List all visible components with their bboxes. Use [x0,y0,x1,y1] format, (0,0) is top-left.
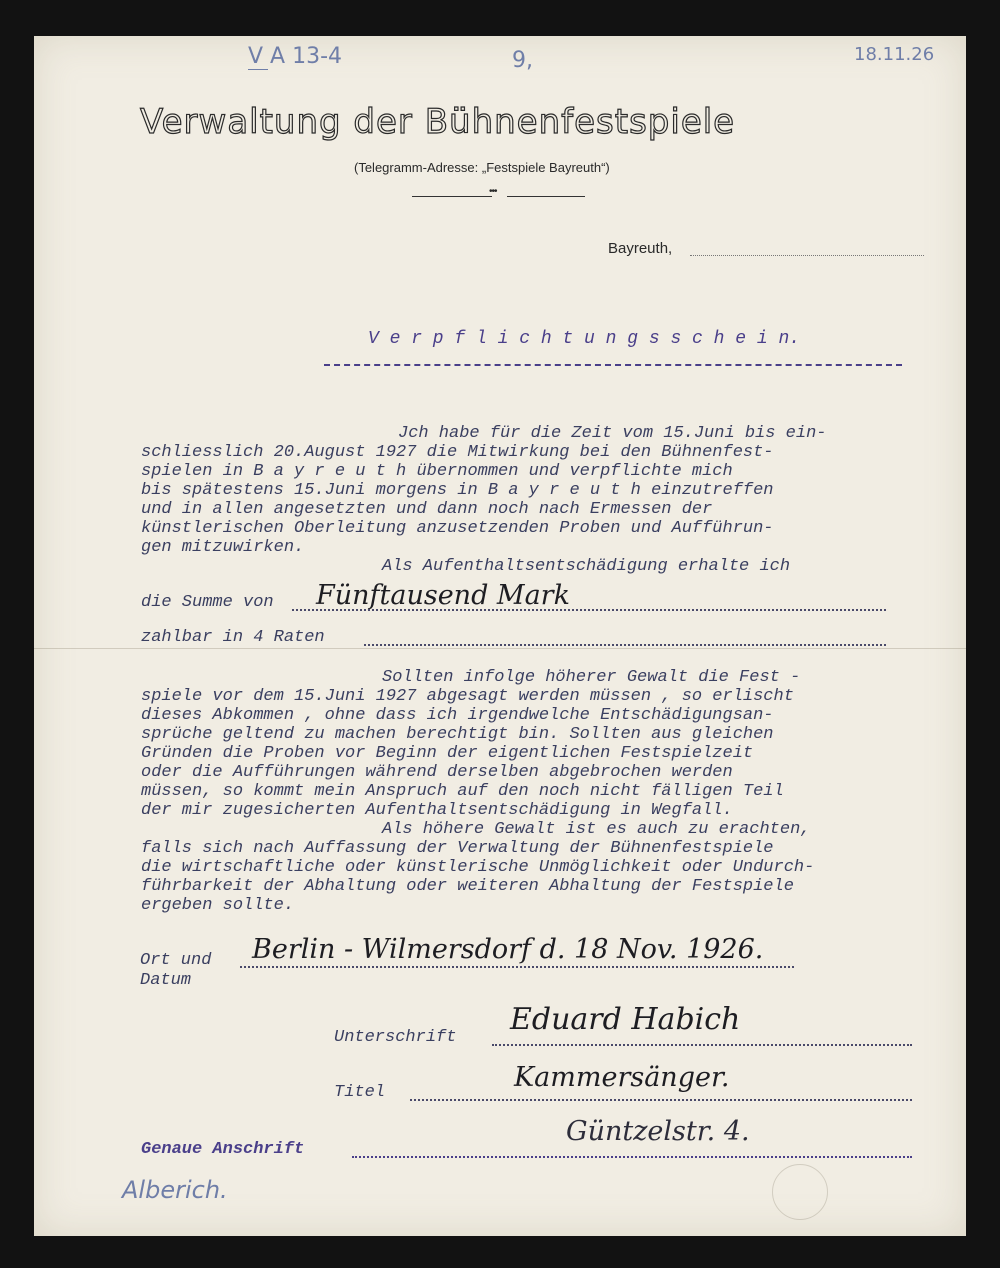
installments-label: zahlbar in 4 Raten [141,628,325,647]
paragraph3-line: falls sich nach Auffassung der Verwaltung der Bühnenfestspiele [141,839,774,858]
place-date-label-2: Datum [140,971,192,990]
ornament-rule-right [507,196,585,197]
place-date-line [690,255,924,256]
paragraph1-line: Jch habe für die Zeit vom 15.Juni bis ein- [398,424,827,443]
title-label: Titel [334,1083,386,1102]
address-label: Genaue Anschrift [141,1140,305,1159]
role-note: Alberich. [122,1176,228,1204]
signature-dotted-line [492,1044,912,1046]
paragraph2-line: der mir zugesicherten Aufenthaltsentschädigung in Wegfall. [141,801,733,820]
archive-reference-underline [248,69,268,70]
paragraph2-line: spiele vor dem 15.Juni 1927 abgesagt werden müssen , so erlischt [141,687,794,706]
paragraph1-line: bis spätestens 15.Juni morgens in B a y r e u t h einzutreffen [141,481,774,500]
sum-handwritten: Fünftausend Mark [316,580,570,611]
title-dotted-line [410,1099,912,1101]
page-number-note: 9, [512,48,533,73]
address-handwritten: Güntzelstr. 4. [566,1116,750,1147]
place-date-label: Ort und [140,951,212,970]
fold-crease [34,648,966,649]
paragraph2-line: oder die Aufführungen während derselben abgebrochen werden [141,763,733,782]
signature-handwritten: Eduard Habich [510,1002,741,1037]
paragraph1-line: gen mitzuwirken. [141,538,305,557]
date-note: 18.11.26 [854,44,935,65]
address-dotted-line [352,1156,912,1158]
place-date-dotted-line [240,966,794,968]
ornament-dots: ••• [489,186,497,197]
paragraph2-line: müssen, so kommt mein Anspruch auf den noch nicht fälligen Teil [141,782,784,801]
paragraph2-line: Sollten infolge höherer Gewalt die Fest - [382,668,801,687]
paragraph3-line: ergeben sollte. [141,896,295,915]
paragraph1-line: und in allen angesetzten und dann noch nach Ermessen der [141,500,713,519]
embossed-stamp [772,1164,828,1220]
paragraph1-line: schliesslich 20.August 1927 die Mitwirkung bei den Bühnenfest- [141,443,774,462]
archive-reference: V A 13-4 [248,44,343,69]
sum-label: die Summe von [141,593,274,612]
ornament-rule-left [412,196,492,197]
paragraph2-line: dieses Abkommen , ohne dass ich irgendwelche Entschädigungsan- [141,706,774,725]
payment-intro: Als Aufenthaltsentschädigung erhalte ich [382,557,791,576]
telegram-address: (Telegramm-Adresse: „Festspiele Bayreuth“) [354,160,610,175]
place-label: Bayreuth, [608,240,673,257]
paragraph2-line: Gründen die Proben vor Beginn der eigentlichen Festspielzeit [141,744,754,763]
sum-dotted-line [292,609,886,611]
paragraph2-line: sprüche geltend zu machen berechtigt bin. Sollten aus gleichen [141,725,774,744]
letterhead-title: Verwaltung der Bühnenfestspiele [140,102,736,142]
paragraph3-line: Als höhere Gewalt ist es auch zu erachten, [382,820,811,839]
paragraph3-line: führbarkeit der Abhaltung oder weiteren Abhaltung der Festspiele [141,877,794,896]
heading-underline [324,364,902,366]
place-date-handwritten: Berlin - Wilmersdorf d. 18 Nov. 1926. [252,934,764,965]
document-heading: V e r p f l i c h t u n g s s c h e i n. [368,329,801,349]
installments-dotted-line [364,644,886,646]
paragraph1-line: spielen in B a y r e u t h übernommen und verpflichte mich [141,462,733,481]
paragraph1-line: künstlerischen Oberleitung anzusetzenden Proben und Aufführun- [141,519,774,538]
title-handwritten: Kammersänger. [514,1062,730,1093]
document-sheet [34,36,966,1236]
paragraph3-line: die wirtschaftliche oder künstlerische Unmöglichkeit oder Undurch- [141,858,815,877]
signature-label: Unterschrift [334,1028,457,1047]
